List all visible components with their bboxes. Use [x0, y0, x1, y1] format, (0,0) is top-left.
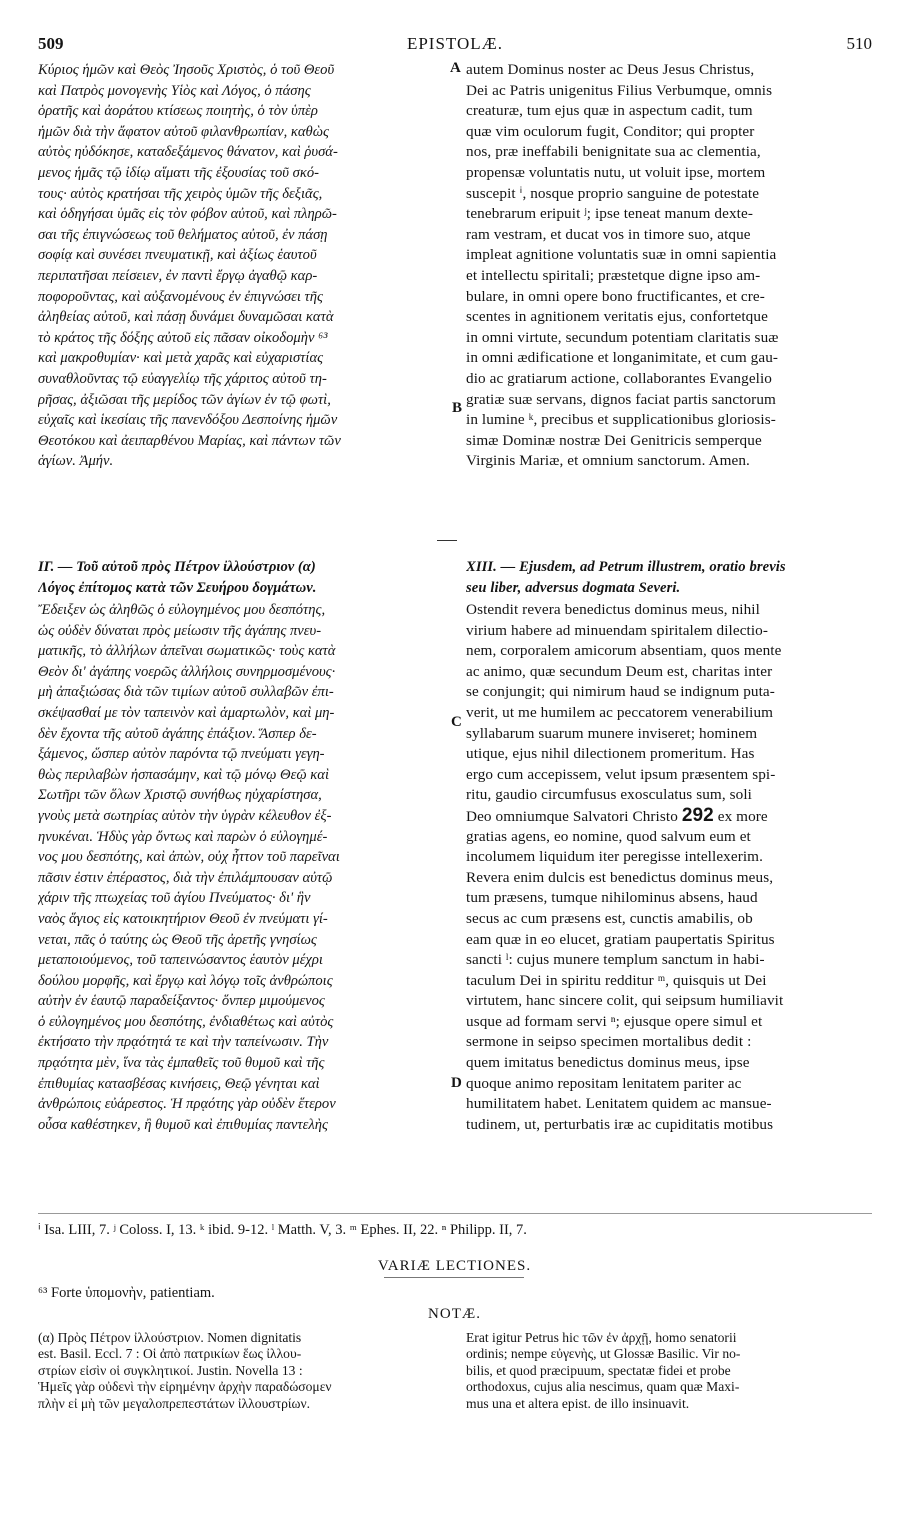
greek-text-line: μεταποιούμενος, τοῦ ταπεινώσαντος ἑαυτὸν μέχρι	[38, 952, 323, 969]
latin-text-line: ritu, gaudio circumfusus exosculatus sum, soli	[466, 786, 752, 804]
latin-text-line: sermone in seipso specimen mortalibus dedit :	[466, 1033, 752, 1051]
latin-text-line: in lumine ᵏ, precibus et supplicationibus gloriosis-	[466, 411, 776, 429]
greek-text-line: ποφοροῦντας, καὶ αὐξανομένους ἐν ἐπιγνώσει τῆς	[38, 288, 323, 305]
greek-column-body	[38, 600, 448, 1135]
greek-text-line: ἐπιθυμίας κατασβέσας κινήσεις, Θεῷ γένηται καὶ	[38, 1075, 320, 1092]
greek-text-line: περιπατῆσαι πείσειεν, ἐν παντὶ ἔργῳ ἀγαθῷ καρ-	[38, 267, 318, 284]
variae-underline	[384, 1277, 524, 1278]
latin-text-line: gratiæ suæ servans, dignos faciat partis sanctorum	[466, 390, 776, 408]
left-page-number: 509	[38, 34, 64, 53]
greek-text-line: σοφίᾳ καὶ συνέσει πνευματικῇ, καὶ ἀξίως ἑαυτοῦ	[38, 247, 317, 264]
greek-text-line: ἀληθείας αὐτοῦ, καὶ πάσῃ δυνάμει δυναμῶσαι κατὰ	[38, 309, 334, 326]
note-line: πλὴν εἰ μὴ τῶν μεγαλοπρεπεστάτων ἰλλουστρίων.	[38, 1395, 311, 1411]
greek-text-line: δὲν ἔχοντα τῆς αὐτοῦ ἀγάπης ἐπάξιον. Ἅσπερ δε-	[38, 725, 317, 742]
greek-heading-line: Λόγος ἐπίτομος κατὰ τῶν Σευήρου δογμάτων.	[38, 579, 317, 596]
latin-text-line: ac animo, quæ secundum Deum est, charitas inter	[466, 662, 773, 680]
note-line: orthodoxus, cujus alia nescimus, quam quæ Maxi-	[466, 1379, 740, 1395]
notes-right-column	[466, 1330, 876, 1412]
greek-text-line: μὴ ἀπαξιώσας διὰ τῶν τιμίων αὐτοῦ συλλαβῶν ἐπι-	[38, 684, 334, 701]
greek-text-line: Ἔδειξεν ὡς ἀληθῶς ὁ εὐλογημένος μου δεσπότης,	[38, 602, 326, 618]
greek-text-line: θὼς περιλαβὼν ἠσπασάμην, καὶ τῷ μόνῳ Θεῷ καὶ	[38, 766, 330, 783]
greek-text-line: πᾶσιν ἐστιν ἐπέραστος, διὰ τὴν ἐπιλάμπουσαν αὐτῷ	[38, 869, 333, 886]
greek-text-line: τους· αὐτὸς κρατήσαι τῆς χειρὸς ὑμῶν τῆς δεξιᾶς,	[38, 185, 323, 202]
greek-text-line: ἁγίων. Ἀμήν.	[38, 453, 114, 470]
greek-text-line: νος μου δεσπότης, καὶ ἀπὼν, οὐχ ἧττον τοῦ παρεῖναι	[38, 849, 340, 866]
latin-text-line: utique, ejus nihil dilectionem promeritum. Has	[466, 745, 755, 763]
greek-text-line: ματικῆς, τὸ ἀλλήλων ἀπεῖναι σωματικῶς· τοὺς κατὰ	[38, 643, 336, 660]
latin-text-line: incolumem liquidum iter peregisse intellexerim.	[466, 848, 763, 866]
greek-text-line: αὐτὴν ἐν ἑαυτῷ παραδείξαντος· ὅνπερ μιμούμενος	[38, 993, 325, 1010]
latin-text-line: tum præsens, tumque nihilominus absens, haud	[466, 889, 758, 907]
greek-text-line: Θεοτόκου καὶ ἀειπαρθένου Μαρίας, καὶ πάντων τῶν	[38, 432, 341, 449]
greek-text-line: Κύριος ἡμῶν καὶ Θεὸς Ἰησοῦς Χριστὸς, ὁ τοῦ Θεοῦ	[38, 62, 335, 78]
greek-text-line: νεται, πᾶς ὁ ταύτης ὡς Θεοῦ τῆς ἀρετῆς γνησίως	[38, 931, 317, 948]
latin-heading-line: seu liber, adversus dogmata Severi.	[466, 579, 681, 596]
greek-text-line: ὡς οὐδὲν δύναται πρὸς μείωσιν τῆς ἀγάπης πνευ-	[38, 622, 322, 639]
latin-text-line: humilitatem habet. Lenitatem quidem ac mansue-	[466, 1095, 772, 1113]
greek-text-line: Θεὸν δι' ἀγάπης νοερῶς ἀλλήλοις συνηρμοσμένους·	[38, 663, 336, 680]
latin-text-line: creaturæ, tum ejus quæ in aspectum cadit, tum	[466, 102, 753, 120]
greek-text-line: σκέψασθαί με τὸν ταπεινὸν καὶ ἁμαρτωλὸν, καὶ μη-	[38, 704, 335, 721]
latin-text-line: secus ac cum præsens est, cunctis amabilis, ob	[466, 909, 753, 927]
latin-text-line: quoque animo repositam lenitatem pariter ac	[466, 1074, 742, 1092]
latin-text-line: bulare, in omni opere bono fructificantes, et cre-	[466, 287, 765, 305]
greek-text-line: οὖσα καθέστηκεν, ἢ θυμοῦ καὶ ἐπιθυμίας παντελὴς	[38, 1116, 328, 1133]
latin-text-line: Virginis Mariæ, et omnium sanctorum. Amen.	[466, 452, 750, 470]
running-title: EPISTOLÆ.	[406, 34, 504, 53]
variae-lectiones-title: VARIÆ LECTIONES.	[377, 1258, 532, 1274]
note-line: στρίων εἰσὶν οἱ συγκλητικοί. Justin. Novella 13 :	[38, 1362, 303, 1378]
latin-text-line: simæ Dominæ nostræ Dei Genitricis semperque	[466, 431, 762, 449]
latin-text-line: virium habere ad minuendam spiritalem dilectio-	[466, 621, 769, 639]
migne-column-number: 292	[681, 805, 714, 826]
footnote-rule	[38, 1213, 872, 1214]
latin-section-heading	[466, 557, 876, 598]
note-line: (α) Πρὸς Πέτρον ἰλλούστριον. Nomen dignitatis	[38, 1330, 302, 1345]
margin-marker-a: A	[450, 60, 461, 76]
latin-text-line: propensæ voluntatis nutu, ut voluit ipse, mortem	[466, 163, 766, 181]
notes-left-column	[38, 1330, 458, 1412]
latin-heading-line: XIII. — Ejusdem, ad Petrum illustrem, oratio brevis	[466, 559, 786, 575]
latin-text-line: in omni ædificatione et longanimitate, et cum gau-	[466, 349, 779, 367]
latin-text-line: nem, corporalem amicorum absentiam, quos mente	[466, 642, 782, 660]
section-divider	[437, 540, 457, 541]
greek-text-line: Σωτῆρι τῶν ὅλων Χριστῷ συνήθως ηὐχαρίστησα,	[38, 787, 322, 804]
greek-section-heading	[38, 557, 448, 598]
latin-text-line: suscepit ⁱ, nosque proprio sanguine de potestate	[466, 184, 760, 202]
latin-text-line: scentes in agnitionem veritatis ejus, confortetque	[466, 308, 768, 326]
latin-text-line: Ostendit revera benedictus dominus meus, nihil	[466, 601, 760, 618]
latin-text-line: Dei ac Patris unigenitus Filius Verbumque, omnis	[466, 81, 773, 99]
latin-text-line: sancti ˡ: cujus munere templum sanctum in habi-	[466, 951, 765, 969]
scripture-footnotes: ⁱ Isa. LIII, 7. ʲ Coloss. I, 13. ᵏ ibid. 9-12. ˡ Matth. V, 3. ᵐ Ephes. II, 22. ⁿ Philipp. II, 7.	[38, 1222, 527, 1238]
note-line: Erat igitur Petrus hic τῶν ἐν ἀρχῇ, homo senatorii	[466, 1330, 737, 1345]
latin-text-line: quæ vim oculorum fugit, Conditor; qui propter	[466, 122, 755, 140]
greek-text-line: ὁ εὐλογημένος μου δεσπότης, ἐνδιαθέτως καὶ αὐτὸς	[38, 1013, 334, 1030]
latin-text-line: autem Dominus noster ac Deus Jesus Christus,	[466, 61, 755, 78]
margin-marker-d: D	[451, 1075, 462, 1091]
margin-marker-b: B	[452, 400, 463, 416]
greek-text-line: χάριν τῆς πτωχείας τοῦ ἁγίου Πνεύματος· δι' ἣν	[38, 890, 311, 907]
latin-text: Deo omniumque Salvatori Christo	[466, 807, 678, 825]
latin-text-line: nos, præ ineffabili benignitate sua ac clementia,	[466, 143, 761, 161]
note-line: bilis, et quod præcipuum, spectatæ fidei et probe	[466, 1362, 731, 1378]
latin-text-line: taculum Dei in spiritu redditur ᵐ, quisquis ut Dei	[466, 971, 767, 989]
variant-reading-note: ⁶³ Forte ὑπομονὴν, patientiam.	[38, 1285, 215, 1301]
greek-text-line: ναὸς ἅγιος εἰς κατοικητήριον Θεοῦ ἐν πνεύματι γί-	[38, 910, 328, 927]
greek-text-line: τὸ κράτος τῆς δόξης αὐτοῦ εἰς πᾶσαν οἰκοδομὴν ⁶³	[38, 329, 328, 346]
greek-text-line: ηνυκέναι. Ἡδὺς γὰρ ὄντως καὶ παρὼν ὁ εὐλογημέ-	[38, 828, 328, 845]
latin-column-body	[466, 600, 876, 1135]
right-page-number: 510	[846, 34, 872, 53]
latin-text: ex more	[717, 807, 768, 825]
latin-column-top	[466, 60, 876, 472]
note-line: ordinis; nempe εὐγενὴς, ut Glossæ Basilic. Vir no-	[466, 1346, 741, 1362]
note-line: est. Basil. Eccl. 7 : Οἱ ἀπὸ πατρικίων ἕως ἰλλου-	[38, 1346, 302, 1362]
latin-body-part-1	[466, 600, 876, 806]
greek-text-line: ξάμενος, ὥσπερ αὐτὸν παρόντα τῷ πνεύματι γεγη-	[38, 746, 325, 763]
greek-text-line: συναθλοῦντας τῷ εὐαγγελίῳ τῆς χάριτος αὐτοῦ τη-	[38, 370, 327, 387]
greek-column-top	[38, 60, 448, 472]
latin-text-line: verit, ut me humilem ac peccatorem venerabilium	[466, 703, 774, 721]
latin-body-part-2	[466, 827, 876, 1136]
greek-text-line: καὶ ὁδηγήσαι ὑμᾶς εἰς τὸν φόβον αὐτοῦ, καὶ πληρῶ-	[38, 206, 337, 223]
latin-text-line: impleat agnitione voluntatis suæ in omni sapientia	[466, 246, 777, 264]
margin-marker-c: C	[451, 714, 462, 730]
latin-text-line: et intellectu spiritali; præstetque digne ipso am-	[466, 266, 761, 284]
greek-text-line: ὁρατῆς καὶ ἀοράτου κτίσεως ποιητὴς, ὁ τὸν ὑπὲρ	[38, 103, 318, 120]
latin-text-line: tenebrarum eripuit ʲ; ipse teneat manum dexte-	[466, 205, 753, 223]
latin-text-line: usque ad formam servi ⁿ; ejusque opere simul et	[466, 1012, 763, 1030]
note-line: Ἡμεῖς γὰρ οὐδενὶ τὴν εἰρημένην ἀρχὴν παραδώσομεν	[38, 1379, 332, 1395]
latin-text-line: tudinem, ut, perturbatis iræ ac cupiditatis motibus	[466, 1115, 774, 1133]
greek-text-line: εὐχαῖς καὶ ἱκεσίαις τῆς πανενδόξου Δεσποίνης ἡμῶν	[38, 412, 338, 429]
latin-text-line: quem imitatus benedictus dominus meus, ipse	[466, 1054, 750, 1072]
latin-text-line: syllabarum suarum munere inviseret; hominem	[466, 724, 758, 742]
notae-title: NOTÆ.	[428, 1306, 481, 1322]
running-header	[38, 34, 872, 56]
greek-text-line: καὶ Πατρὸς μονογενὴς Υἱὸς καὶ Λόγος, ὁ πάσης	[38, 82, 311, 99]
greek-text-line: γνοὺς μετὰ σωτηρίας αὐτὸν τὴν ὑγρὰν κέλευθον ἐξ-	[38, 807, 332, 824]
greek-text-line: σαι τῆς ἐπιγνώσεως τοῦ θελήματος αὐτοῦ, ἐν πάσῃ	[38, 226, 328, 243]
latin-text-line: Revera enim dulcis est benedictus dominus meus,	[466, 868, 774, 886]
note-line: mus una et altera epist. de illo insinuavit.	[466, 1395, 690, 1411]
greek-heading-line: ΙΓ. — Τοῦ αὐτοῦ πρὸς Πέτρον ἰλλούστριον (α)	[38, 559, 316, 575]
greek-text-line: δούλου μορφῆς, καὶ ἔργῳ καὶ λόγῳ τοῖς ἀνθρώποις	[38, 972, 333, 989]
latin-text-line: eam quæ in eo elucet, gratiam paupertatis Spiritus	[466, 930, 775, 948]
latin-text-line: virtutem, hanc sincere colit, qui seipsum humiliavit	[466, 992, 784, 1010]
latin-text-line: se conjungit; qui nimirum haud se indignum puta-	[466, 683, 775, 701]
greek-text-line: αὐτὸς ηὐδόκησε, καταδεξάμενος θάνατον, καὶ ῥυσά-	[38, 144, 338, 161]
greek-text-line: ἡμῶν διὰ τὴν ἄφατον αὐτοῦ φιλανθρωπίαν, καθὼς	[38, 123, 329, 140]
greek-text-line: ἀνθρώποις εὐάρεστος. Ἡ πρᾳότης γὰρ οὐδὲν ἕτερον	[38, 1096, 336, 1113]
greek-text-line: μενος ἡμᾶς τῷ ἰδίῳ αἵματι τῆς ἐξουσίας τοῦ σκό-	[38, 164, 319, 181]
greek-text-line: πρᾳότητα μὲν, ἵνα τὰς ἐμπαθεῖς τοῦ θυμοῦ καὶ τῆς	[38, 1055, 325, 1072]
latin-text-line: gratias agens, eo nomine, quod salvum eum et	[466, 827, 751, 845]
latin-text-line: dio ac gratiarum actione, collaborantes Evangelio	[466, 369, 772, 387]
latin-text-line: ergo cum accepissem, velut ipsum præsentem spi-	[466, 765, 776, 783]
greek-text-line: ἐκτήσατο τὴν πρᾳότητά τε καὶ τὴν ταπείνωσιν. Τὴν	[38, 1034, 329, 1051]
latin-line-with-page-mark	[466, 806, 876, 827]
latin-text-line: in omni virtute, secundum potentiam claritatis suæ	[466, 328, 779, 346]
greek-text-line: καὶ μακροθυμίαν· καὶ μετὰ χαρᾶς καὶ εὐχαριστίας	[38, 350, 324, 367]
latin-text-line: ram vestram, et ducat vos in timore suo, atque	[466, 225, 751, 243]
greek-text-line: ρῆσας, ἀξιῶσαι τῆς μερίδος τῶν ἁγίων ἐν τῷ φωτὶ,	[38, 391, 331, 408]
